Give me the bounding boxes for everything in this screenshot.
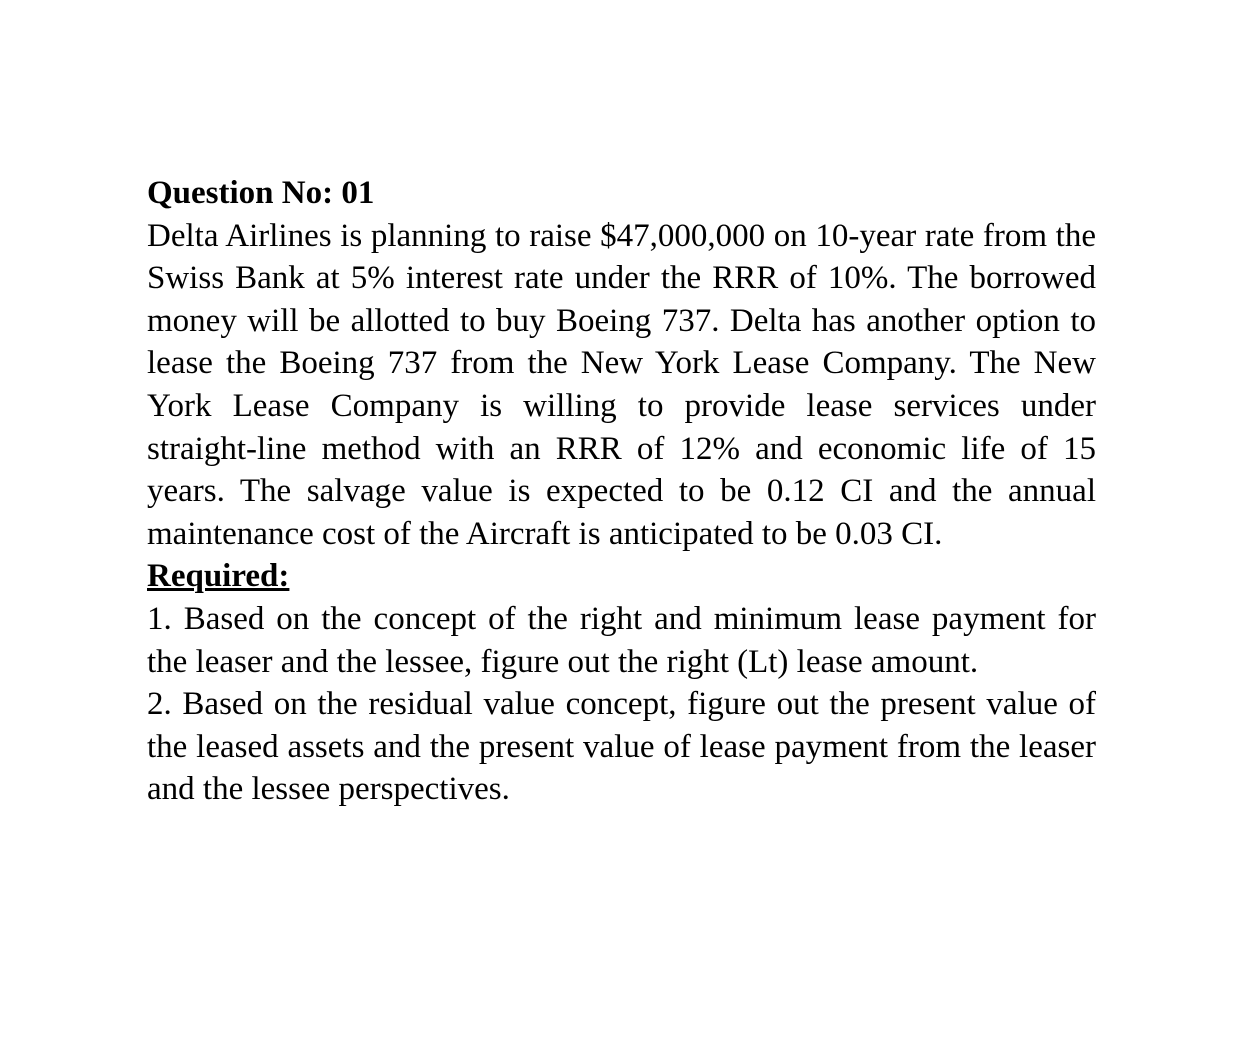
- required-item-1: 1. Based on the concept of the right and minimum lease payment for the leaser and the lessee, figure out the right (Lt) lease amount.: [147, 600, 1096, 680]
- question-title: Question No: 01: [147, 175, 375, 211]
- required-item-2: 2. Based on the residual value concept, figure out the present value of the leased assets and the present value of lease payment from the leaser and the lessee perspectives.: [147, 686, 1096, 808]
- question-text: Delta Airlines is planning to raise $47,000,000 on 10-year rate from the Swiss Bank at 5% interest rate under the RRR of 10%. The borrowed money will be allotted to buy Boeing 737. Delta has another option to lease the Boeing 737 from the New York Lease Company. The New York Lease Company is willing to provide lease services under straight-line method with an RRR of 12% and economic life of 15 years. The salvage value is expected to be 0.12 CI and the annual maintenance cost of the Aircraft is anticipated to be 0.03 CI.: [147, 217, 1096, 552]
- required-heading: Required:: [147, 558, 290, 595]
- document-body: [147, 172, 1096, 811]
